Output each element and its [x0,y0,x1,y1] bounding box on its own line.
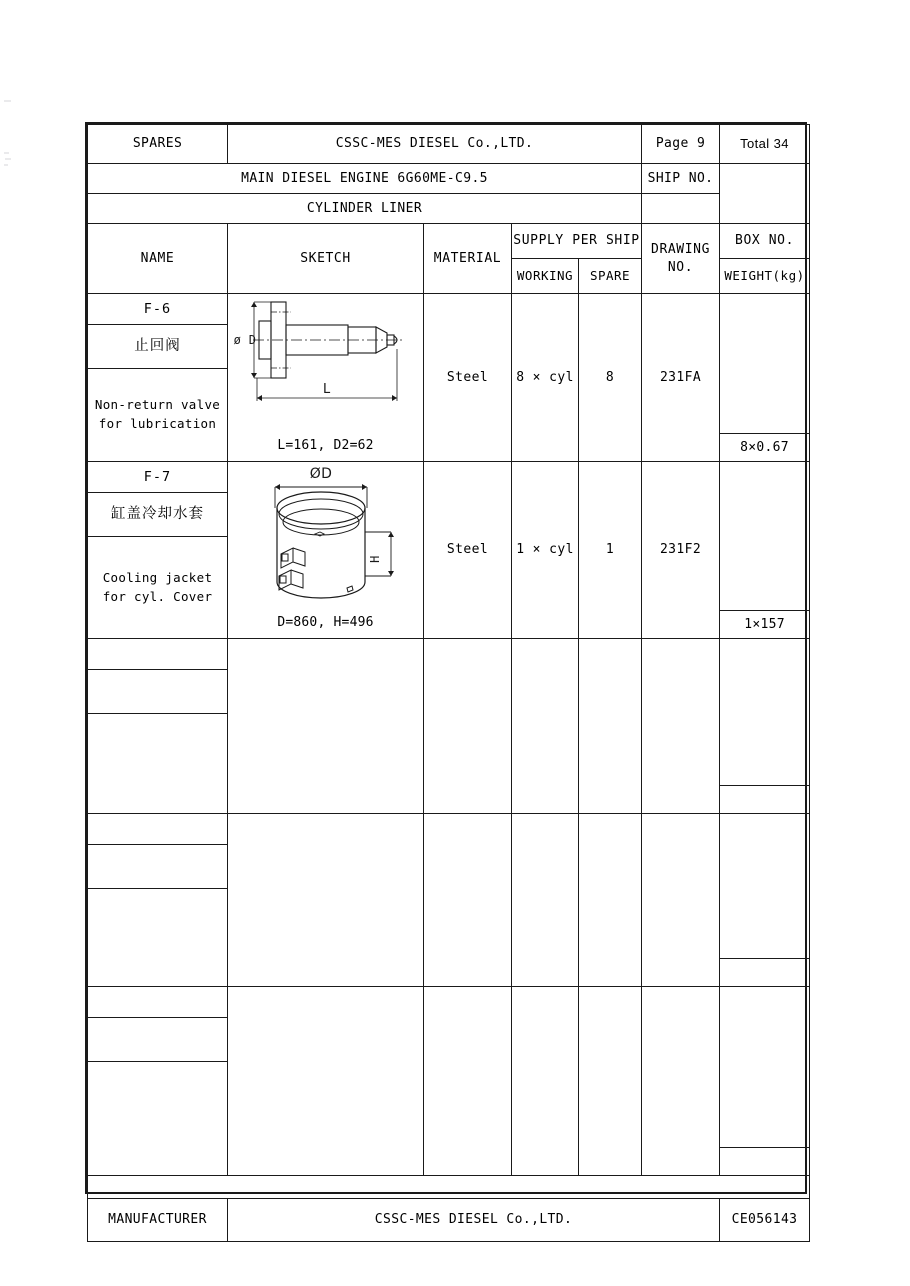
weight-value [720,785,809,813]
spare-cell [579,639,642,814]
part-name-cn [88,844,227,888]
table-row [88,987,810,1176]
sketch-cell [228,814,424,987]
box-weight-cell [720,987,810,1176]
part-code [88,639,227,669]
engine-model: MAIN DIESEL ENGINE 6G60ME-C9.5 [88,164,642,194]
ship-no-blank [642,194,720,224]
material-cell [424,639,512,814]
length-label: L [322,382,331,397]
company-name: CSSC-MES DIESEL Co.,LTD. [228,125,642,164]
table-row [88,639,810,814]
box-weight-cell [720,462,810,639]
ship-no-value [720,164,810,224]
name-cell [88,294,228,462]
weight-value: 8×0.67 [720,433,809,461]
title-row [88,125,810,164]
col-header-supply-per-ship: SUPPLY PER SHIP [512,224,642,259]
working-cell: 1 × cyl [512,462,579,639]
part-code: F-7 [143,468,172,485]
sketch-cell [228,294,424,462]
working-cell [512,814,579,987]
col-header-weight: WEIGHT(kg) [720,259,810,294]
part-code [88,814,227,844]
weight-value [720,958,809,986]
table-row [88,294,810,462]
total-pages: Total 34 [720,125,810,164]
manufacturer-label: MANUFACTURER [88,1199,228,1242]
spare-cell: 8 [579,294,642,462]
material-cell [424,814,512,987]
col-header-name: NAME [88,224,228,294]
footer-spacer-cell [88,1176,810,1199]
drawing-no-cell: 231F2 [642,462,720,639]
part-name-en: Cooling jacket for cyl. Cover [88,536,227,638]
drawing-no-cell [642,987,720,1176]
drawing-no-cell [642,814,720,987]
engine-row [88,164,810,194]
dimension-caption: L=161, D2=62 [277,438,374,454]
col-header-sketch: SKETCH [228,224,424,294]
sketch-cell [228,462,424,639]
spare-parts-table [85,122,807,1228]
col-header-box-no: BOX NO. [720,224,810,259]
manufacturer-row [88,1199,810,1242]
name-cell [88,639,228,814]
footer-spacer-row [88,1176,810,1199]
dimension-caption: D=860, H=496 [277,615,374,631]
document-code: CE056143 [720,1199,810,1242]
working-cell: 8 × cyl [512,294,579,462]
part-name-cn [88,1017,227,1061]
section-row [88,194,810,224]
box-weight-cell [720,814,810,987]
part-name-cn: 止回阀 [88,324,227,368]
part-code [88,987,227,1017]
name-cell [88,814,228,987]
cooling-jacket-sketch [231,462,421,614]
box-weight-cell [720,294,810,462]
box-no-value [720,987,809,1147]
weight-value: 1×157 [720,610,809,638]
scan-artifact-mark [4,152,9,154]
sketch-cell [228,639,424,814]
part-name-en [88,713,227,813]
box-no-value [720,639,809,785]
name-cell [88,462,228,639]
part-name-cn [88,669,227,713]
part-name-en: Non-return valve for lubrication [88,368,227,461]
col-header-material: MATERIAL [424,224,512,294]
material-cell: Steel [424,294,512,462]
col-header-drawing-no: DRAWING NO. [642,224,720,294]
part-name-en [88,888,227,986]
part-name-en [88,1061,227,1175]
box-no-value [720,462,809,610]
spare-cell [579,814,642,987]
manufacturer-value: CSSC-MES DIESEL Co.,LTD. [228,1199,720,1242]
page-number: Page 9 [642,125,720,164]
material-cell [424,987,512,1176]
diameter-label: ØD [309,466,332,482]
spare-cell: 1 [579,462,642,639]
part-code: F-6 [143,300,172,317]
height-label: H [367,555,382,563]
drawing-no-cell: 231FA [642,294,720,462]
material-cell: Steel [424,462,512,639]
part-name-cn: 缸盖冷却水套 [88,492,227,536]
ship-no-label: SHIP NO. [642,164,720,194]
box-no-value [720,814,809,958]
scan-artifact-mark [4,100,11,102]
table-row [88,462,810,639]
spares-label: SPARES [88,125,228,164]
scan-artifact-mark [5,158,11,160]
working-cell [512,639,579,814]
diameter-label: ø D [233,333,256,347]
sketch-cell [228,987,424,1176]
col-header-working: WORKING [512,259,579,294]
drawing-no-cell [642,639,720,814]
weight-value [720,1147,809,1175]
table-row [88,814,810,987]
section-title: CYLINDER LINER [88,194,642,224]
column-header-row-1 [88,224,810,259]
spare-cell [579,987,642,1176]
working-cell [512,987,579,1176]
scan-artifact-mark [4,164,8,166]
non-return-valve-sketch [231,294,421,412]
box-no-value [720,294,809,433]
name-cell [88,987,228,1176]
box-weight-cell [720,639,810,814]
col-header-spare: SPARE [579,259,642,294]
